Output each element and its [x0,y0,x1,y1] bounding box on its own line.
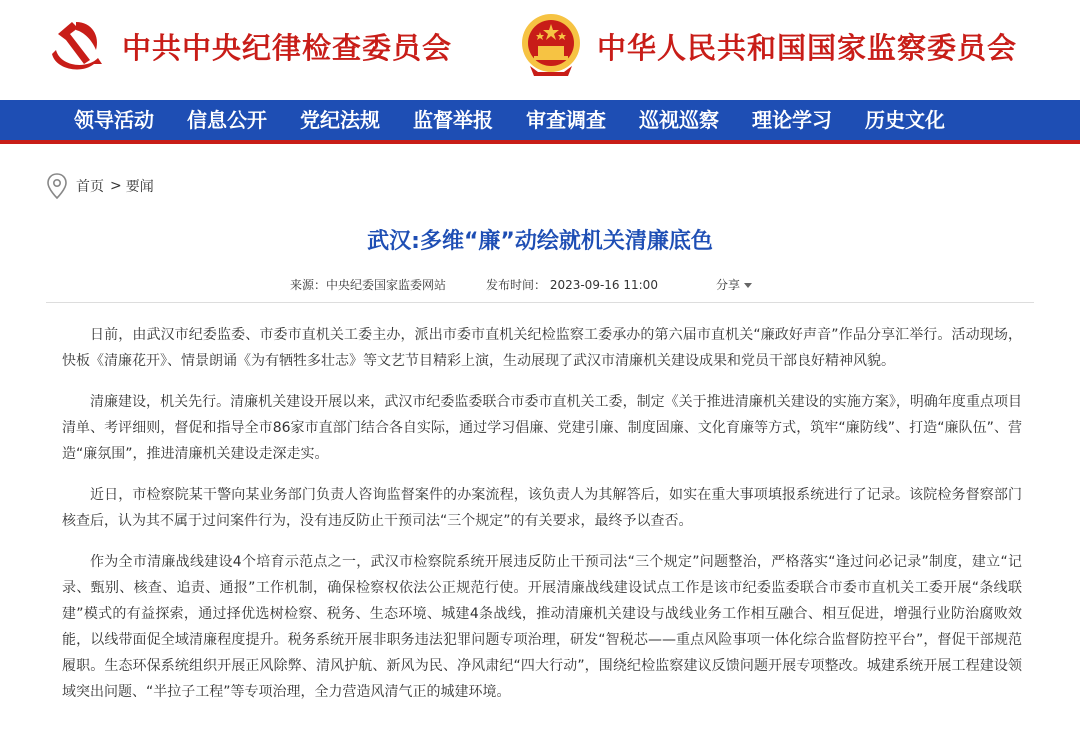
nav-item-history[interactable]: 历史文化 [865,108,945,132]
nav-item-party-regulations[interactable]: 党纪法规 [300,108,380,132]
nav-item-inspection[interactable]: 巡视巡察 [639,108,719,132]
title-left[interactable]: 中共中央纪律检查委员会 [122,31,453,65]
share-label: 分享 [716,278,741,292]
nav-item-theory[interactable]: 理论学习 [752,108,832,132]
location-pin-icon [46,172,68,200]
nav-item-info-disclosure[interactable]: 信息公开 [187,108,267,132]
article-title: 武汉:多维“廉”动绘就机关清廉底色 [367,229,713,254]
nav-item-leadership[interactable]: 领导活动 [74,108,154,132]
chevron-down-icon [744,283,752,288]
article-source: 来源：中央纪委国家监委网站 [290,278,447,292]
title-right[interactable]: 中华人民共和国国家监察委员会 [597,31,1018,65]
article-body [62,322,1022,720]
nav-item-investigation[interactable]: 审查调查 [526,108,606,132]
article-time: 发布时间： 2023-09-16 11:00 [486,278,658,292]
article-paragraph: 日前，由武汉市纪委监委、市委市直机关工委主办，派出市委市直机关纪检监察工委承办的第六届市直机关“廉政好声音”作品分享汇举行。活动现场，快板《清廉花开》、情景朗诵《为有牺牲多壮志》等文艺节目精彩上演，生动展现了武汉市清廉机关建设成果和党员干部良好精神风貌。 [62,327,1022,369]
breadcrumb [46,172,154,200]
share-button[interactable] [716,276,752,293]
breadcrumb-home-link[interactable]: 首页 [76,179,104,195]
article-meta [0,276,1080,294]
breadcrumb-separator: > [110,178,122,194]
main-nav [0,100,1080,144]
article-paragraph: 作为全市清廉战线建设4个培育示范点之一，武汉市检察院系统开展违反防止干预司法“三个规定”问题整治，严格落实“逢过问必记录”制度，建立“记录、甄别、核查、追责、通报”工作机制，确保检察权依法公正规范行使。开展清廉战线建设试点工作是该市纪委监委联合市委市直机关工委开展“条线联建”模式的有益探索，通过择优选树检察、税务、生态环境、城建4条战线，推动清廉机关建设与战线业务工作相互融合、相互促进，增强行业防治腐败效能，以线带面促全域清廉程度提升。税务系统开展非职务违法犯罪问题专项治理，研发“智税芯——重点风险事项一体化综合监督防控平台”，督促干部规范履职。生态环保系统组织开展正风除弊、清风护航、新风为民、净风肃纪“四大行动”，围绕纪检监察建议反馈问题开展专项整改。城建系统开展工程建设领域突出问题、“半拉子工程”等专项治理，全力营造风清气正的城建环境。 [62,554,1022,700]
divider [46,302,1034,303]
nav-item-report[interactable]: 监督举报 [413,108,493,132]
article-paragraph: 近日，市检察院某干警向某业务部门负责人咨询监督案件的办案流程，该负责人为其解答后，如实在重大事项填报系统进行了记录。该院检务督察部门核查后，认为其不属于过问案件行为，没有违反防止干预司法“三个规定”的有关要求，最终予以查否。 [62,487,1022,529]
article-paragraph: 清廉建设，机关先行。清廉机关建设开展以来，武汉市纪委监委联合市委市直机关工委，制定《关于推进清廉机关建设的实施方案》，明确年度重点项目清单、考评细则，督促和指导全市86家市直部门结合各自实际，通过学习倡廉、党建引廉、制度固廉、文化育廉等方式，筑牢“廉防线”、打造“廉队伍”、营造“廉氛围”，推进清廉机关建设走深走实。 [62,394,1022,462]
site-header [0,0,1080,100]
breadcrumb-current-link[interactable]: 要闻 [125,179,154,195]
national-emblem-icon[interactable] [520,12,582,78]
party-emblem-icon[interactable] [46,14,106,74]
